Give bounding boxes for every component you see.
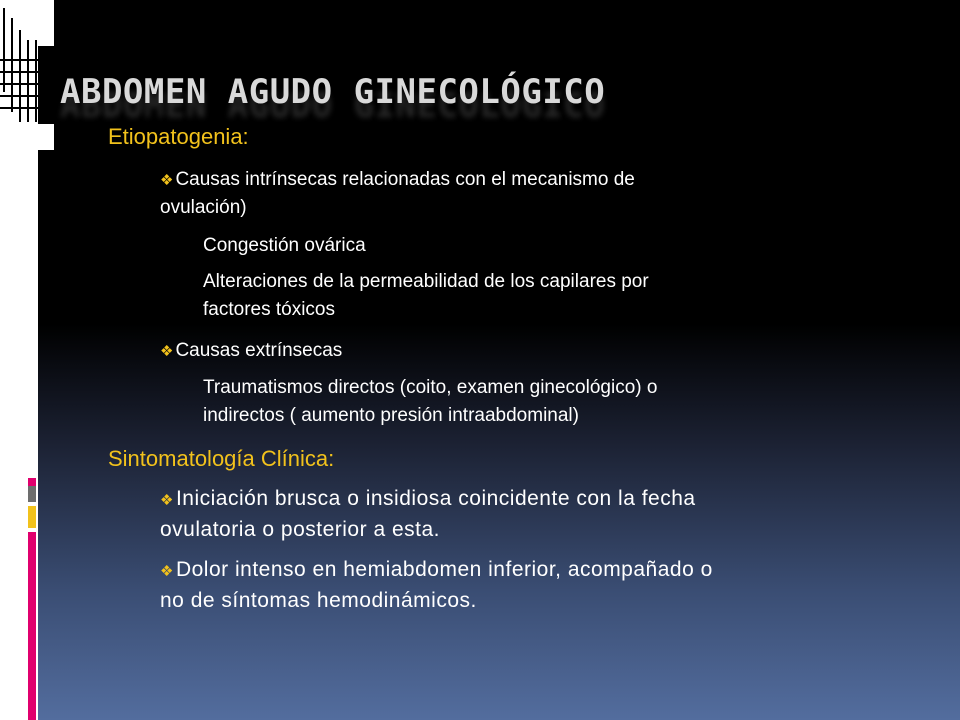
- section-heading-etiopatogenia: Etiopatogenia:: [108, 124, 249, 149]
- slide-title: ABDOMEN AGUDO GINECOLÓGICO: [60, 72, 606, 112]
- diamond-bullet-icon: ❖: [160, 492, 174, 509]
- bullet-text: Iniciación brusca o insidiosa coincidente con la fecha: [175, 487, 696, 510]
- sub-item: Alteraciones de la permeabilidad de los capilares por: [203, 271, 649, 292]
- section-heading-sintomatologia: Sintomatología Clínica:: [108, 446, 335, 471]
- sub-item-continued: indirectos ( aumento presión intraabdominal): [203, 405, 579, 426]
- accent-gray: [28, 486, 36, 502]
- accent-pink-bottom: [28, 532, 36, 720]
- diamond-bullet-icon: ❖: [160, 563, 174, 580]
- bullet-text: Dolor intenso en hemiabdomen inferior, acompañado o: [175, 558, 713, 581]
- bullet-text: Causas extrínsecas: [175, 340, 343, 361]
- sub-item: Traumatismos directos (coito, examen ginecológico) o: [203, 377, 658, 398]
- bullet-item: [160, 486, 696, 514]
- bullet-text-continued: ovulación): [160, 197, 247, 218]
- bullet-item: [160, 557, 713, 585]
- bullet-text-continued: no de síntomas hemodinámicos.: [160, 589, 477, 612]
- accent-gold: [28, 506, 36, 528]
- bullet-text: Causas intrínsecas relacionadas con el mecanismo de: [175, 169, 635, 190]
- grid-decoration: [0, 0, 54, 150]
- diamond-bullet-icon: ❖: [160, 172, 174, 189]
- diamond-bullet-icon: ❖: [160, 343, 174, 360]
- bullet-item: [160, 167, 635, 194]
- sub-item: Congestión ovárica: [203, 235, 366, 256]
- bullet-text-continued: ovulatoria o posterior a esta.: [160, 518, 440, 541]
- bullet-item: [160, 338, 342, 365]
- sub-item-continued: factores tóxicos: [203, 299, 335, 320]
